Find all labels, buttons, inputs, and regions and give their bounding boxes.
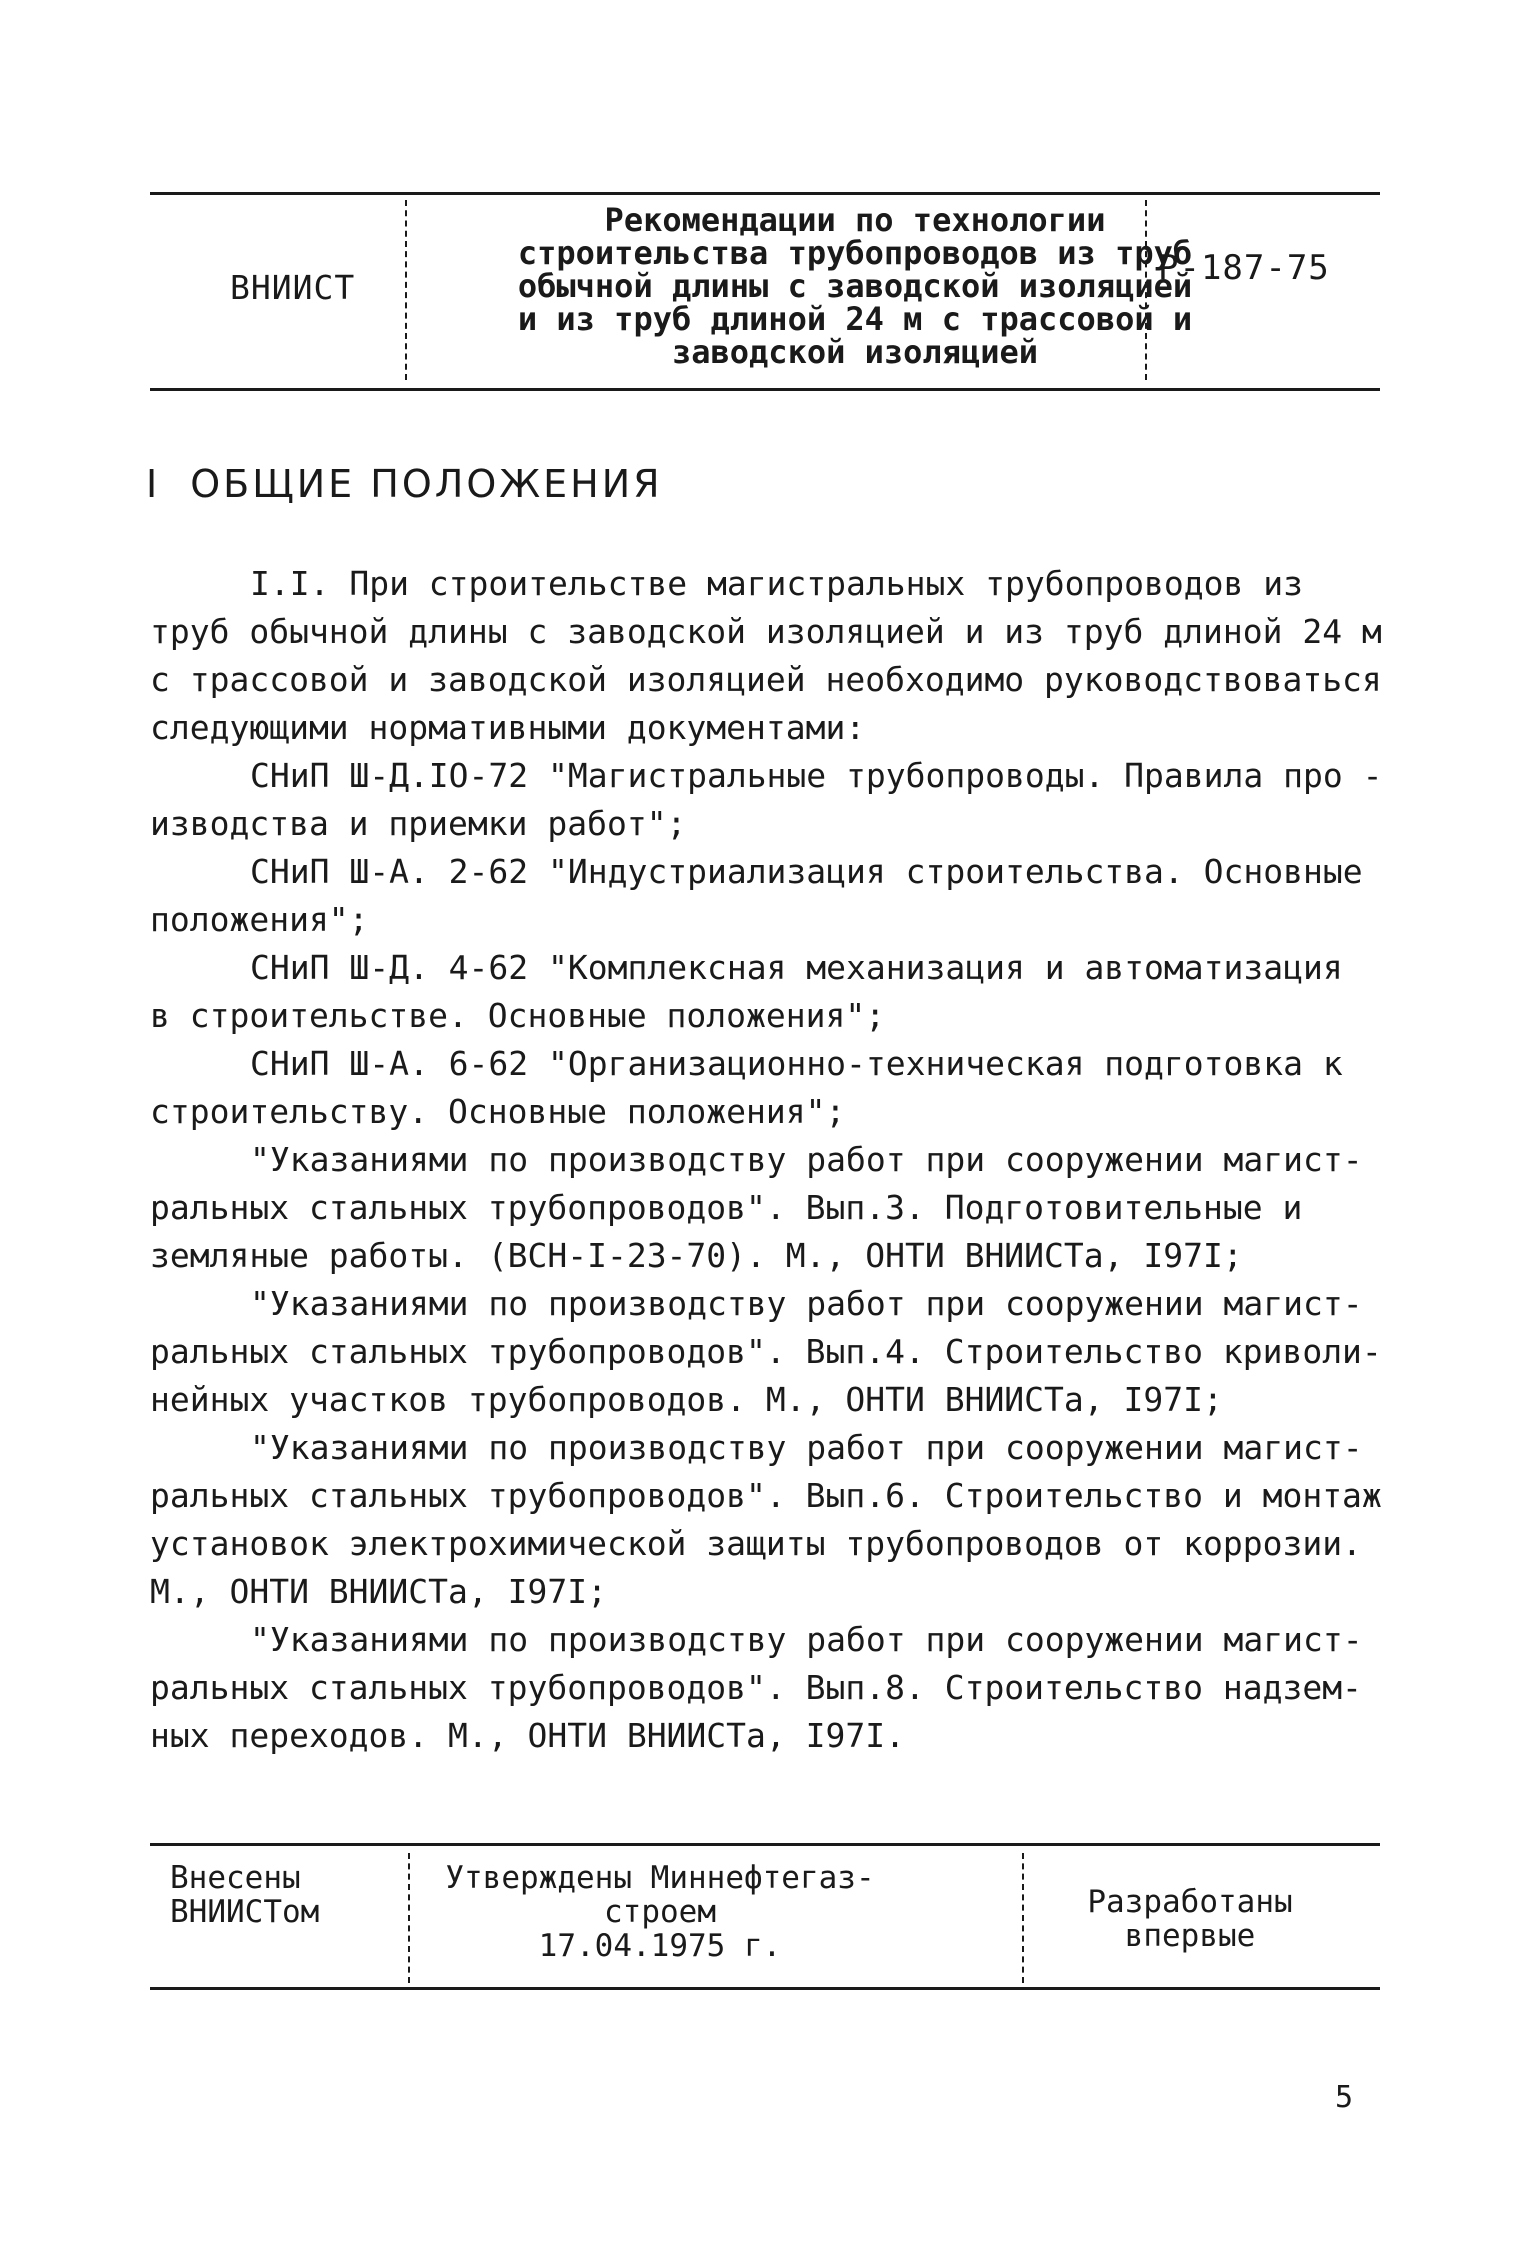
header-title-line: строительства трубопроводов из труб [517,234,1193,272]
footer-submitted-line: ВНИИСТом [170,1894,320,1930]
body-line: "Указаниями по производству работ при сооружении магист- [250,1428,1363,1467]
body-line: "Указаниями по производству работ при сооружении магист- [250,1620,1363,1659]
body-text [150,560,1400,1760]
body-line: земляные работы. (ВСН-I-23-70). М., ОНТИ ВНИИСТа, I97I; [150,1236,1243,1275]
body-line: в строительстве. Основные положения"; [150,996,886,1035]
document-code: Р-187-75 [1158,248,1330,288]
footer-bottom-rule [150,1987,1380,1990]
header-title-line: заводской изоляцией [671,333,1039,371]
footer-approved [400,1861,920,1963]
header-divider [1145,200,1147,380]
header-top-rule [150,192,1380,195]
footer-approved-line: строем [604,1894,716,1930]
body-line: СНиП Ш-А. 6-62 "Организационно-техническая подготовка к [250,1044,1343,1083]
body-line: следующими нормативными документами: [150,708,866,747]
header-bottom-rule [150,388,1380,391]
body-line: труб обычной длины с заводской изоляцией и из труб длиной 24 м [150,612,1382,651]
footer-developed-line: Разработаны [1087,1884,1293,1920]
body-line: СНиП Ш-Д.IO-72 "Магистральные трубопроводы. Правила про - [250,756,1383,795]
footer-submitted-line: Внесены [170,1860,301,1896]
body-line: изводства и приемки работ"; [150,804,687,843]
body-line: установок электрохимической защиты трубопроводов от коррозии. [150,1524,1362,1563]
footer-approved-line: 17.04.1975 г. [538,1928,782,1964]
header-title-line: и из труб длиной 24 м с трассовой и [517,300,1193,338]
body-line: ральных стальных трубопроводов". Вып.4. Строительство криволи- [150,1332,1382,1371]
body-line: I.I. При строительстве магистральных трубопроводов из [250,564,1303,603]
body-line: с трассовой и заводской изоляцией необходимо руководствоваться [150,660,1382,699]
body-line: ральных стальных трубопроводов". Вып.8. Строительство надзем- [150,1668,1362,1707]
body-line: СНиП Ш-А. 2-62 "Индустриализация строительства. Основные [250,852,1363,891]
footer-developed-line: впервые [1124,1918,1256,1954]
page-number: 5 [1335,2080,1354,2115]
body-line: ных переходов. М., ОНТИ ВНИИСТа, I97I. [150,1716,905,1755]
footer-approved-line: Утверждены Миннефтегаз- [445,1860,875,1896]
body-line: строительству. Основные положения"; [150,1092,846,1131]
body-line: М., ОНТИ ВНИИСТа, I97I; [150,1572,607,1611]
document-header [150,188,1380,393]
footer-submitted [170,1861,319,1929]
header-organization: ВНИИСТ [230,268,356,307]
header-title-line: Рекомендации по технологии [604,201,1106,239]
body-line: "Указаниями по производству работ при сооружении магист- [250,1140,1363,1179]
section-heading [146,462,663,506]
body-line: нейных участков трубопроводов. М., ОНТИ ВНИИСТа, I97I; [150,1380,1223,1419]
body-line: "Указаниями по производству работ при сооружении магист- [250,1284,1363,1323]
footer-top-rule [150,1843,1380,1846]
section-number: I [146,462,161,506]
footer-developed [1020,1885,1360,1953]
document-footer [150,1843,1380,1993]
body-line: СНиП Ш-Д. 4-62 "Комплексная механизация и автоматизация [250,948,1343,987]
body-line: ральных стальных трубопроводов". Вып.3. Подготовительные и [150,1188,1303,1227]
body-line: ральных стальных трубопроводов". Вып.6. Строительство и монтаж [150,1476,1382,1515]
header-title-line: обычной длины с заводской изоляцией [517,267,1193,305]
body-line: положения"; [150,900,369,939]
section-title: ОБЩИЕ ПОЛОЖЕНИЯ [190,462,663,506]
